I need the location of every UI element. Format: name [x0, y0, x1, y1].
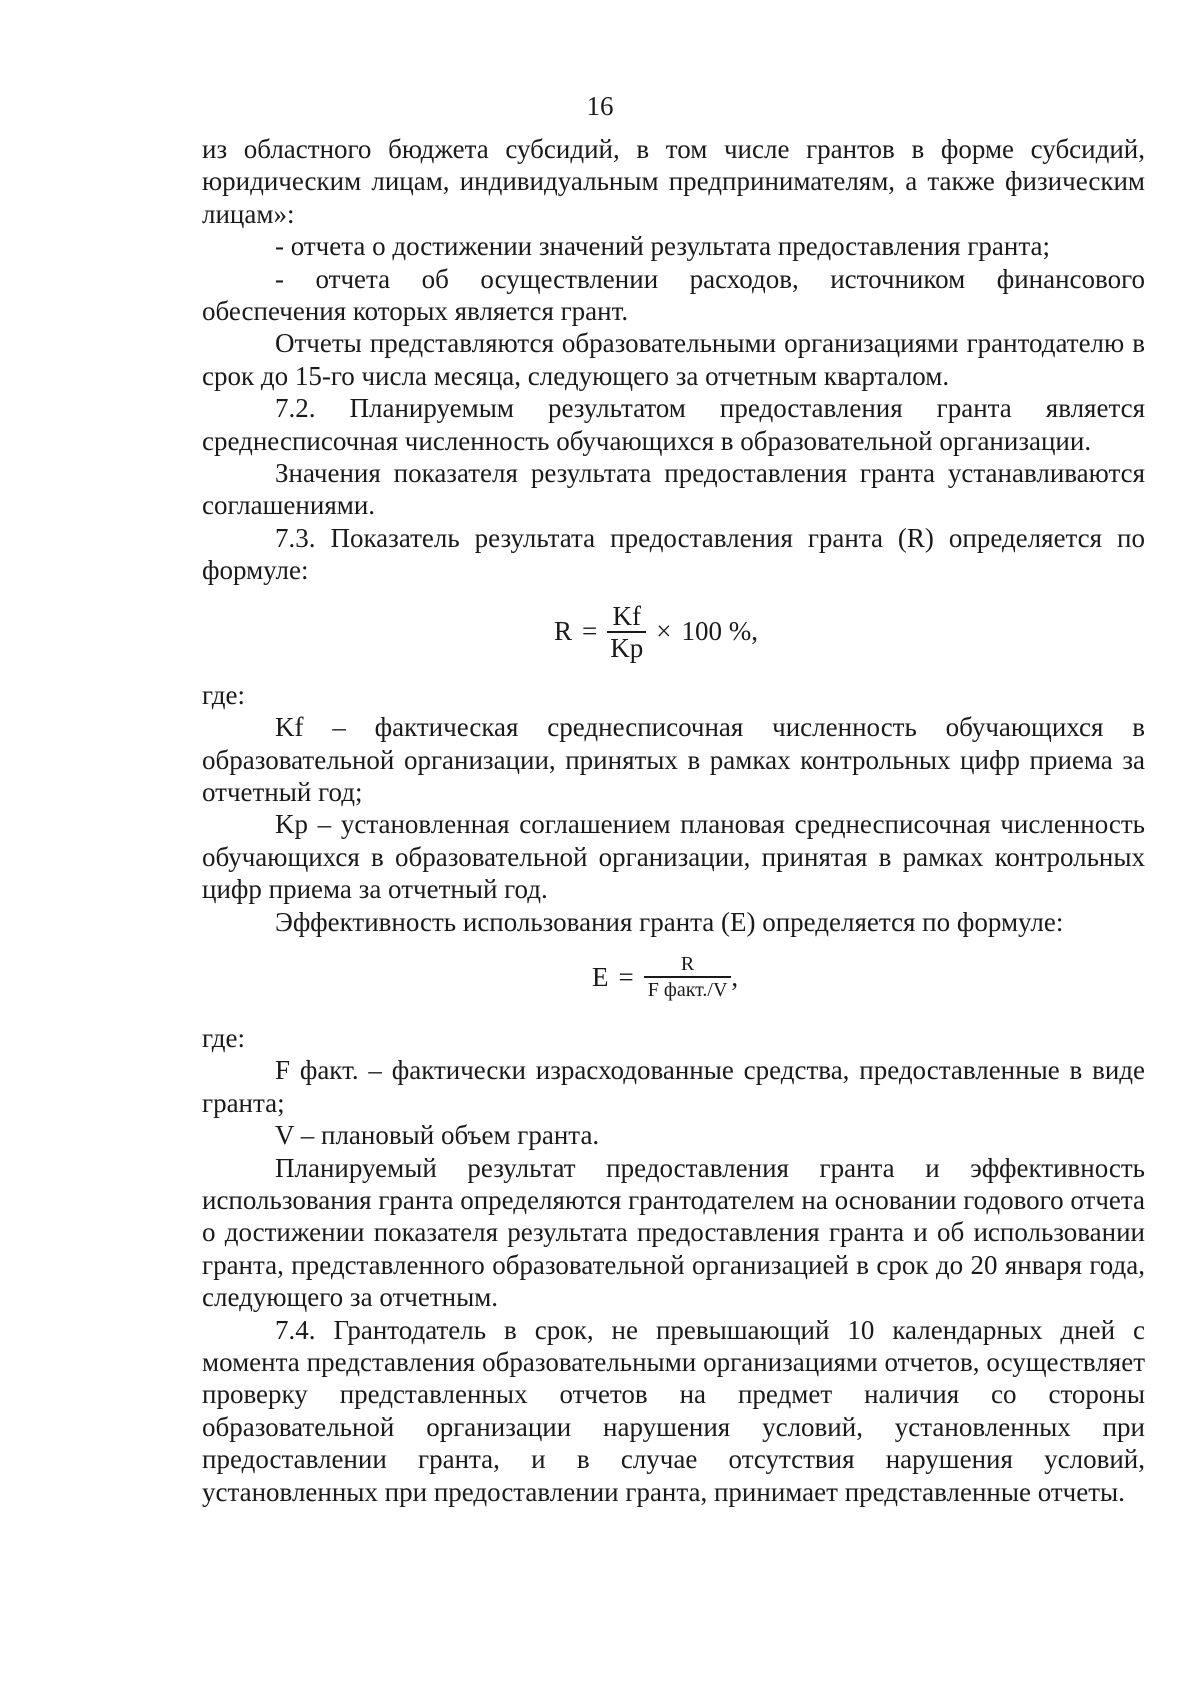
formula-comma: , — [731, 961, 739, 992]
definition-v: V – плановый объем гранта. — [275, 1120, 600, 1151]
paragraph-continuation: из областного бюджета субсидий, в том числе грантов в форме субсидий, юридическим лицам, индивидуальным предпринимателям, а также физическим лицам»: — [202, 134, 1145, 229]
paragraph-indicator-values: Значения показателя результата предоставления гранта устанавливаются соглашениями. — [202, 458, 1145, 521]
paragraph-efficiency: Эффективность использования гранта (E) определяется по формуле: — [275, 906, 1064, 937]
formula-equals: = — [618, 961, 634, 992]
formula-fraction — [644, 952, 732, 1002]
formula-lhs: R — [554, 616, 573, 647]
formula-numerator: R — [680, 952, 695, 975]
formula-denominator: F факт./V — [647, 978, 728, 1001]
formula-fraction — [607, 601, 646, 663]
formula-times: × — [656, 616, 672, 647]
label-where: где: — [202, 679, 245, 710]
formula-result-indicator — [202, 587, 1145, 679]
definition-f-fact: F факт. – фактически израсходованные средства, предоставленные в виде гранта; — [202, 1055, 1145, 1118]
page-number: 16 — [586, 91, 614, 121]
list-item-report-results: - отчета о достижении значений результата предоставления гранта; — [275, 231, 1050, 262]
formula-rest: 100 %, — [681, 616, 758, 647]
formula-equals: = — [582, 616, 598, 647]
paragraph-7-4: 7.4. Грантодатель в срок, не превышающий 10 календарных дней с момента представления образовательными организациями отчетов, осуществляет проверку представленных отчетов на предмет наличия со стороны образовательной организации нарушения условий, установленных при предоставлении гранта, и в случае отсутствия нарушения условий, установленных при предоставлении гранта, принимает представленные отчеты. — [202, 1314, 1145, 1507]
paragraph-7-3: 7.3. Показатель результата предоставления гранта (R) определяется по формуле: — [202, 522, 1145, 586]
paragraph-reports-deadline: Отчеты представляются образовательными организациями грантодателю в срок до 15-го числа месяца, следующего за отчетным кварталом. — [202, 328, 1145, 391]
formula-lhs: E — [592, 961, 609, 992]
document-body — [202, 133, 1145, 1508]
list-item-report-expenses: - отчета об осуществлении расходов, источником финансового обеспечения которых является грант. — [202, 263, 1145, 327]
formula-efficiency — [202, 938, 1145, 1022]
paragraph-7-2: 7.2. Планируемым результатом предоставления гранта является среднесписочная численность обучающихся в образовательной организации. — [202, 393, 1145, 456]
paragraph-planned-result: Планируемый результат предоставления гранта и эффективность использования гранта определяются грантодателем на основании годового отчета о достижении показателя результата предоставления гранта и об использовании гранта, представленного образовательной организацией в срок до 20 января года, следующего за отчетным. — [202, 1152, 1145, 1313]
formula-numerator: Kf — [612, 600, 641, 631]
label-where: где: — [202, 1022, 245, 1053]
formula-denominator: Kp — [610, 632, 644, 663]
definition-kp: Kp – установленная соглашением плановая среднесписочная численность обучающихся в образовательной организации, принятая в рамках контрольных цифр приема за отчетный год. — [202, 809, 1145, 905]
definition-kf: Kf – фактическая среднесписочная численность обучающихся в образовательной организации, принятых в рамках контрольных цифр приема за отчетный год; — [202, 712, 1145, 807]
